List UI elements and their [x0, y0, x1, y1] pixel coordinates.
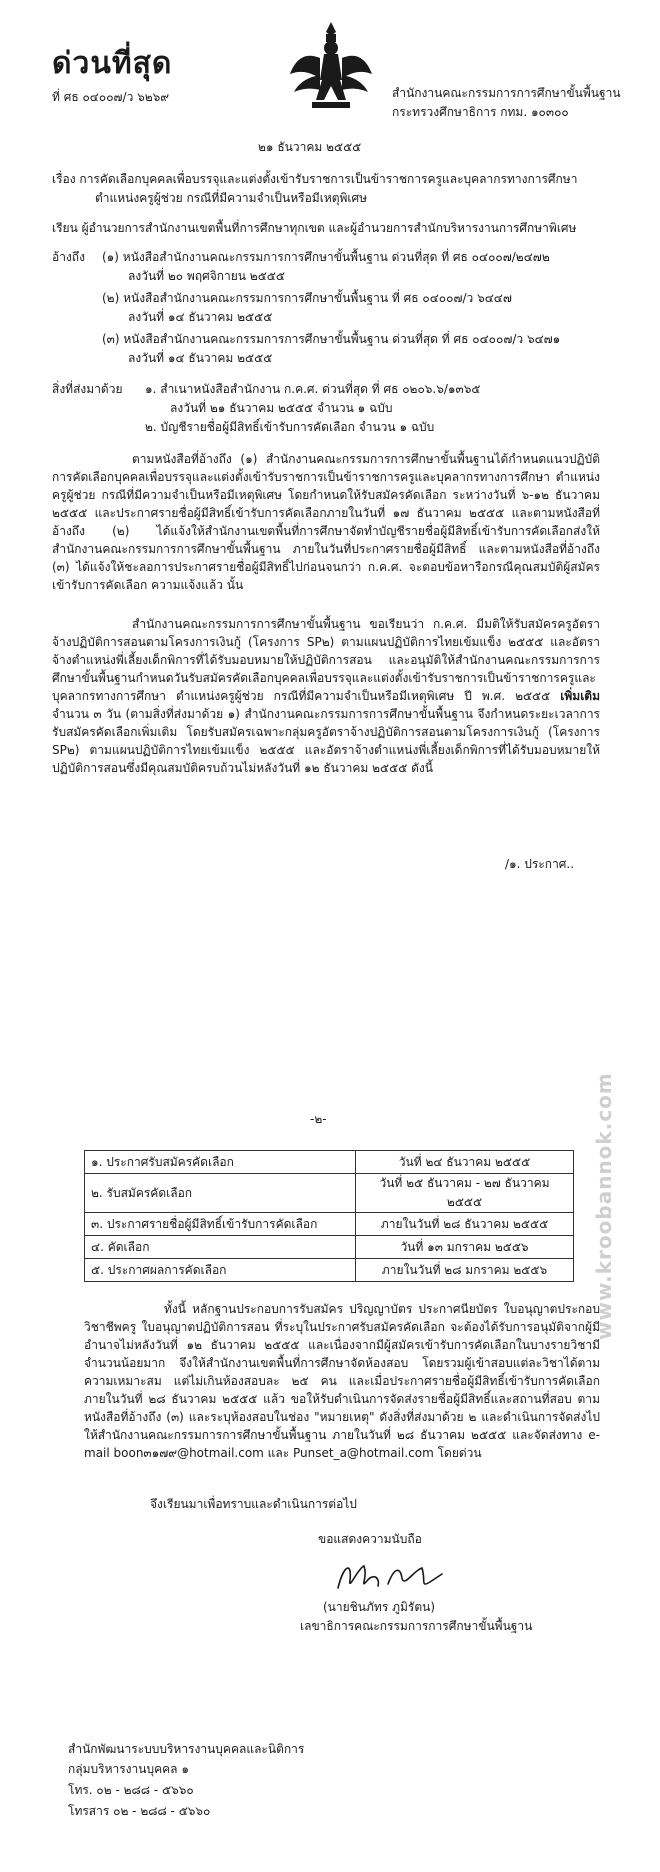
schedule-date: วันที่ ๒๔ ธันวาคม ๒๕๕๕ — [356, 1151, 574, 1174]
body-2-text-b: จำนวน ๓ วัน (ตามสิ่งที่ส่งมาด้วย ๑) สำนักงานคณะกรรมการการศึกษาขั้นพื้นฐาน จึงกำหนดระยะเวลาการรับสมัครคัดเลือกเพิ่มเติม โดยรับสมัครเฉพาะกลุ่มครูอัตราจ้างปฏิบัติการสอนตามโครงการเงินกู้ (โครงการ SP๒) ตามแผนปฏิบัติการไทยเข้มแข็ง ๒๕๕๕ และอัตราจ้างตำแหน่งพี่เลี้ยงเด็กพิการที่ได้รับมอบหมายให้ปฏิบัติการสอนซึ่งมีคุณสมบัติครบถ้วนไม่หลังวันที่ ๑๒ ธันวาคม ๒๕๕๕ ดังนี้ — [52, 707, 600, 775]
schedule-item: ๕. ประกาศผลการคัดเลือก — [85, 1259, 356, 1282]
office-name: สำนักพัฒนาระบบบริหารงานบุคคลและนิติการ — [68, 1742, 305, 1756]
enclosure-1-line-1: ๑. สำเนาหนังสือสำนักงาน ก.ค.ศ. ด่วนที่สุด ที่ ศธ ๐๒๐๖.๖/๑๓๖๕ — [145, 382, 481, 396]
reference-1-line-2: ลงวันที่ ๒๐ พฤศจิกายน ๒๕๕๕ — [128, 269, 285, 283]
schedule-date: วันที่ ๒๕ ธันวาคม - ๒๗ ธันวาคม ๒๕๕๕ — [356, 1174, 574, 1213]
urgency-label: ด่วนที่สุด — [52, 46, 173, 81]
schedule-date: วันที่ ๑๓ มกราคม ๒๕๕๖ — [356, 1236, 574, 1259]
reference-3-line-2: ลงวันที่ ๑๔ ธันวาคม ๒๕๕๕ — [128, 351, 273, 365]
salutation: เรียน ผู้อำนวยการสำนักงานเขตพื้นที่การศึกษาทุกเขต และผู้อำนวยการสำนักบริหารงานการศึกษาพิเศษ — [52, 221, 577, 235]
document-date: ๒๑ ธันวาคม ๒๕๕๕ — [258, 140, 362, 154]
schedule-date: ภายในวันที่ ๒๘ มกราคม ๒๕๕๖ — [356, 1259, 574, 1282]
body-2-text-a: สำนักงานคณะกรรมการการศึกษาขั้นพื้นฐาน ขอเรียนว่า ก.ค.ศ. มีมติให้รับสมัครครูอัตราจ้างปฏิบัติการสอนตามโครงการเงินกู้ (โครงการ SP๒) ตามแผนปฏิบัติการไทยเข้มแข็ง ๒๕๕๕ และอัตราจ้างตำแหน่งพี่เลี้ยงเด็กพิการที่ได้รับมอบหมายให้ปฏิบัติการสอน และอนุมัติให้สำนักงานคณะกรรมการการศึกษาขั้นพื้นฐานกำหนดวันรับสมัครคัดเลือกบุคคลเพื่อบรรจุและแต่งตั้งเข้ารับราชการเป็นข้าราชการครูและบุคลากรทางการศึกษา ตำแหน่งครูผู้ช่วย กรณีที่มีความจำเป็นหรือมีเหตุพิเศษ ปี พ.ศ. ๒๕๕๕ — [52, 617, 600, 703]
reference-2-line-2: ลงวันที่ ๑๔ ธันวาคม ๒๕๕๕ — [128, 310, 273, 324]
closing-regards: ขอแสดงความนับถือ — [318, 1532, 422, 1546]
signer-name: (นายชินภัทร ภูมิรัตน) — [323, 1600, 436, 1614]
signature — [330, 1558, 450, 1598]
reference-2-line-1: (๒) หนังสือสำนักงานคณะกรรมการการศึกษาขั้นพื้นฐาน ที่ ศธ ๐๔๐๐๗/ว ๖๔๔๗ — [102, 291, 512, 305]
agency-line-2: กระทรวงศึกษาธิการ กทม. ๑๐๓๐๐ — [392, 105, 569, 119]
subject-line-1: เรื่อง การคัดเลือกบุคคลเพื่อบรรจุและแต่งตั้งเข้ารับราชการเป็นข้าราชการครูและบุคลากรทางการศึกษา — [52, 172, 578, 186]
body-paragraph-1: ตามหนังสือที่อ้างถึง (๑) สำนักงานคณะกรรมการการศึกษาขั้นพื้นฐานได้กำหนดแนวปฏิบัติการคัดเลือกบุคคลเพื่อบรรจุและแต่งตั้งเข้ารับราชการเป็นข้าราชการครูและบุคลากรทางการศึกษา ตำแหน่งครูผู้ช่วย กรณีที่มีความจำเป็นหรือมีเหตุพิเศษ โดยกำหนดให้รับสมัครคัดเลือก ระหว่างวันที่ ๖-๑๒ ธันวาคม ๒๕๕๕ และประกาศรายชื่อผู้มีสิทธิ์เข้ารับการคัดเลือกภายในวันที่ ๑๗ ธันวาคม ๒๕๕๕ และตามหนังสือที่อ้างถึง (๒) ได้แจ้งให้สำนักงานเขตพื้นที่การศึกษาจัดทำบัญชีรายชื่อผู้มีสิทธิ์เข้ารับการคัดเลือกส่งให้สำนักงานคณะกรรมการการศึกษาขั้นพื้นฐาน ภายในวันที่ประกาศรายชื่อผู้มีสิทธิ์ และตามหนังสือที่อ้างถึง (๓) ได้แจ้งให้ชะลอการประกาศรายชื่อผู้มีสิทธิ์ไปก่อนจนกว่า ก.ค.ศ. จะตอบข้อหารือกรณีคุณสมบัติผู้สมัครเข้ารับการคัดเลือก ความแจ้งแล้ว นั้น — [52, 452, 600, 592]
schedule-item: ๓. ประกาศรายชื่อผู้มีสิทธิ์เข้ารับการคัดเลือก — [85, 1213, 356, 1236]
continued-marker: /๑. ประกาศ.. — [505, 857, 575, 871]
garuda-emblem — [288, 18, 374, 114]
enclosure-label: สิ่งที่ส่งมาด้วย — [52, 382, 123, 396]
schedule-item: ๑. ประกาศรับสมัครคัดเลือก — [85, 1151, 356, 1174]
page-number: -๒- — [310, 1112, 327, 1126]
watermark-text: www.kroobannok.com — [592, 1072, 616, 1340]
office-group: กลุ่มบริหารงานบุคคล ๑ — [68, 1762, 189, 1776]
office-fax: โทรสาร ๐๒ - ๒๘๘ - ๕๖๖๐ — [68, 1804, 211, 1818]
table-row — [85, 1236, 574, 1259]
table-row — [85, 1259, 574, 1282]
body-paragraph-2 — [52, 615, 600, 777]
body-paragraph-3: ทั้งนี้ หลักฐานประกอบการรับสมัคร ปริญญาบัตร ประกาศนียบัตร ใบอนุญาตประกอบวิชาชีพครู ใบอนุญาตปฏิบัติการสอน ที่ระบุในประกาศรับสมัครคัดเลือก จะต้องได้รับการอนุมัติจากผู้มีอำนาจไม่หลังวันที่ ๑๒ ธันวาคม ๒๕๕๕ และเนื่องจากมีผู้สมัครเข้ารับการคัดเลือกในบางรายวิชามีจำนวนน้อยมาก จึงให้สำนักงานเขตพื้นที่การศึกษาจัดห้องสอบ โดยรวมผู้เข้าสอบแต่ละวิชาได้ตามความเหมาะสม แต่ไม่เกินห้องสอบละ ๒๕ คน และเมื่อประกาศรายชื่อผู้มีสิทธิ์เข้ารับการคัดเลือก ภายในวันที่ ๒๘ ธันวาคม ๒๕๕๕ แล้ว ขอให้รับดำเนินการจัดส่งรายชื่อผู้มีสิทธิ์และสถานที่สอบ ตามหนังสือที่อ้างถึง (๓) และระบุห้องสอบในช่อง "หมายเหตุ" ดังสิ่งที่ส่งมาด้วย ๒ และดำเนินการจัดส่งไปให้สำนักงานคณะกรรมการการศึกษาขั้นพื้นฐาน ภายในวันที่ ๒๘ ธันวาคม ๒๕๕๕ และจัดส่งทาง e-mail boon๓๑๗๙@hotmail.com และ Punset_a@hotmail.com โดยด่วน — [84, 1302, 600, 1460]
reference-label: อ้างถึง — [52, 250, 85, 264]
signer-title: เลขาธิการคณะกรรมการการศึกษาขั้นพื้นฐาน — [300, 1619, 533, 1633]
body-2-emphasis: เพิ่มเติม — [560, 689, 600, 703]
reference-3-line-1: (๓) หนังสือสำนักงานคณะกรรมการการศึกษาขั้นพื้นฐาน ด่วนที่สุด ที่ ศธ ๐๔๐๐๗/ว ๖๔๗๑ — [102, 332, 561, 346]
watermark — [592, 980, 620, 1340]
enclosure-1-line-2: ลงวันที่ ๒๑ ธันวาคม ๒๕๕๕ จำนวน ๑ ฉบับ — [170, 401, 393, 415]
schedule-item: ๒. รับสมัครคัดเลือก — [85, 1174, 356, 1213]
table-row — [85, 1151, 574, 1174]
table-row — [85, 1213, 574, 1236]
table-row — [85, 1174, 574, 1213]
document-number: ที่ ศธ ๐๔๐๐๗/ว ๖๒๖๙ — [52, 90, 170, 104]
reference-1-line-1: (๑) หนังสือสำนักงานคณะกรรมการการศึกษาขั้นพื้นฐาน ด่วนที่สุด ที่ ศธ ๐๔๐๐๗/๒๔๗๒ — [102, 250, 550, 264]
office-phone: โทร. ๐๒ - ๒๘๘ - ๕๖๖๐ — [68, 1783, 194, 1797]
closing-request: จึงเรียนมาเพื่อทราบและดำเนินการต่อไป — [150, 1497, 357, 1511]
subject-line-2: ตำแหน่งครูผู้ช่วย กรณีที่มีความจำเป็นหรือมีเหตุพิเศษ — [95, 191, 368, 205]
agency-line-1: สำนักงานคณะกรรมการการศึกษาขั้นพื้นฐาน — [392, 86, 621, 100]
enclosure-2: ๒. บัญชีรายชื่อผู้มีสิทธิ์เข้ารับการคัดเลือก จำนวน ๑ ฉบับ — [145, 420, 435, 434]
schedule-date: ภายในวันที่ ๒๘ ธันวาคม ๒๕๕๕ — [356, 1213, 574, 1236]
schedule-table — [84, 1150, 574, 1282]
schedule-item: ๔. คัดเลือก — [85, 1236, 356, 1259]
